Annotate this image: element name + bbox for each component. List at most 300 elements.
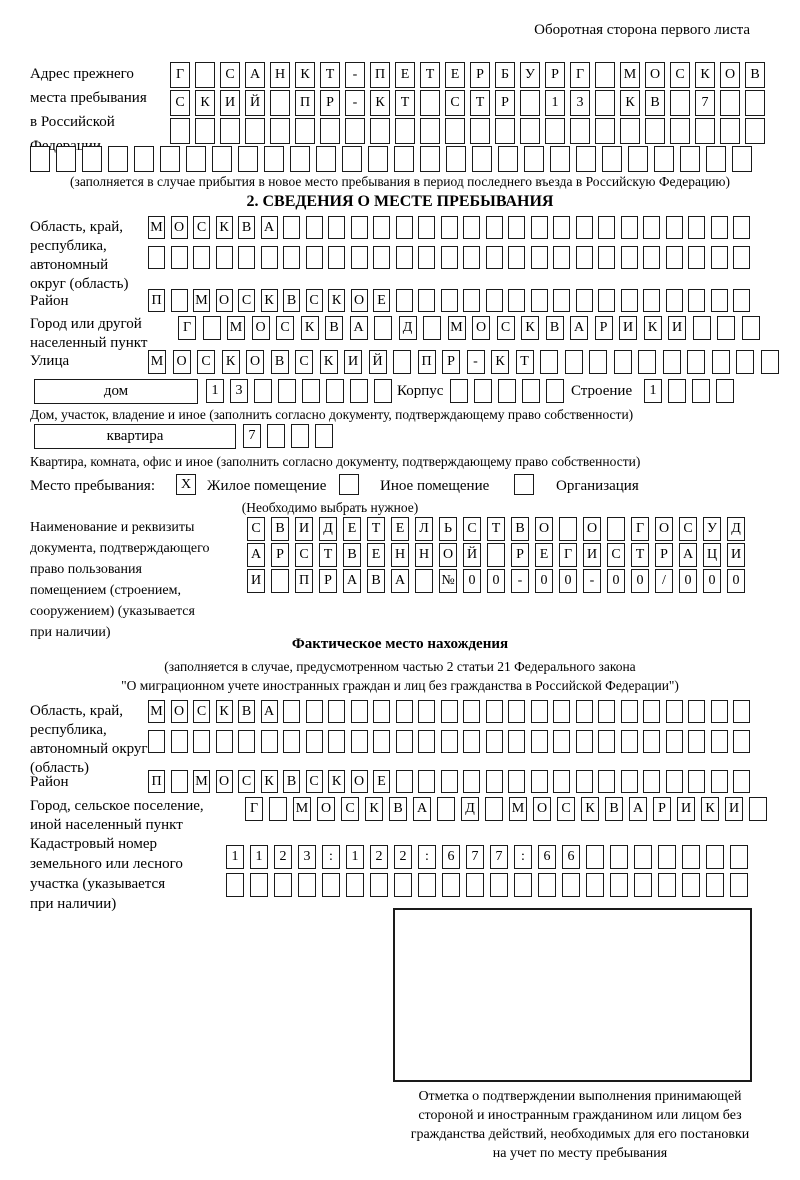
- char-cell[interactable]: К: [261, 770, 278, 793]
- char-cell[interactable]: [643, 700, 660, 723]
- char-cell[interactable]: [486, 770, 503, 793]
- char-cell[interactable]: [687, 350, 705, 374]
- char-cell[interactable]: Р: [495, 90, 515, 116]
- char-cell[interactable]: [666, 730, 683, 753]
- char-cell[interactable]: [396, 246, 413, 269]
- char-cell[interactable]: К: [491, 350, 509, 374]
- char-cell[interactable]: [415, 569, 433, 593]
- char-cell[interactable]: [254, 379, 272, 403]
- char-cell[interactable]: [171, 730, 188, 753]
- char-cell[interactable]: [274, 873, 292, 897]
- char-cell[interactable]: И: [583, 543, 601, 567]
- char-cell[interactable]: [733, 770, 750, 793]
- char-cell[interactable]: [620, 118, 640, 144]
- char-cell[interactable]: [621, 770, 638, 793]
- char-cell[interactable]: [418, 700, 435, 723]
- char-cell[interactable]: А: [629, 797, 647, 821]
- char-cell[interactable]: [270, 90, 290, 116]
- char-cell[interactable]: [598, 730, 615, 753]
- char-cell[interactable]: 0: [607, 569, 625, 593]
- char-cell[interactable]: С: [276, 316, 294, 340]
- char-cell[interactable]: [638, 350, 656, 374]
- checkbox-organizatsiya[interactable]: [514, 474, 534, 495]
- char-cell[interactable]: [171, 770, 188, 793]
- char-cell[interactable]: М: [148, 700, 165, 723]
- char-cell[interactable]: С: [193, 700, 210, 723]
- char-cell[interactable]: Р: [470, 62, 490, 88]
- char-cell[interactable]: П: [295, 569, 313, 593]
- char-cell[interactable]: [316, 146, 336, 172]
- char-cell[interactable]: [693, 316, 711, 340]
- char-cell[interactable]: [134, 146, 154, 172]
- char-cell[interactable]: О: [439, 543, 457, 567]
- char-cell[interactable]: Н: [391, 543, 409, 567]
- char-cell[interactable]: [688, 216, 705, 239]
- char-cell[interactable]: [595, 62, 615, 88]
- char-cell[interactable]: К: [222, 350, 240, 374]
- char-cell[interactable]: [598, 289, 615, 312]
- char-cell[interactable]: [466, 873, 484, 897]
- char-cell[interactable]: [562, 873, 580, 897]
- char-cell[interactable]: [654, 146, 674, 172]
- char-cell[interactable]: Н: [270, 62, 290, 88]
- char-cell[interactable]: К: [620, 90, 640, 116]
- char-cell[interactable]: :: [418, 845, 436, 869]
- char-cell[interactable]: П: [148, 770, 165, 793]
- char-cell[interactable]: [720, 90, 740, 116]
- char-cell[interactable]: [270, 118, 290, 144]
- char-cell[interactable]: Т: [320, 62, 340, 88]
- char-cell[interactable]: В: [283, 289, 300, 312]
- char-cell[interactable]: [394, 873, 412, 897]
- char-cell[interactable]: [450, 379, 468, 403]
- char-cell[interactable]: [598, 216, 615, 239]
- char-cell[interactable]: [508, 730, 525, 753]
- char-cell[interactable]: 0: [679, 569, 697, 593]
- char-cell[interactable]: [326, 379, 344, 403]
- char-cell[interactable]: [531, 216, 548, 239]
- char-cell[interactable]: Д: [399, 316, 417, 340]
- char-cell[interactable]: [733, 700, 750, 723]
- char-cell[interactable]: 2: [394, 845, 412, 869]
- char-cell[interactable]: А: [261, 216, 278, 239]
- char-cell[interactable]: К: [295, 62, 315, 88]
- char-cell[interactable]: [350, 379, 368, 403]
- char-cell[interactable]: [531, 700, 548, 723]
- char-cell[interactable]: С: [670, 62, 690, 88]
- char-cell[interactable]: О: [173, 350, 191, 374]
- char-cell[interactable]: А: [247, 543, 265, 567]
- char-cell[interactable]: [306, 730, 323, 753]
- char-cell[interactable]: [302, 379, 320, 403]
- char-cell[interactable]: :: [322, 845, 340, 869]
- char-cell[interactable]: [463, 700, 480, 723]
- char-cell[interactable]: О: [351, 289, 368, 312]
- char-cell[interactable]: К: [328, 770, 345, 793]
- char-cell[interactable]: [463, 289, 480, 312]
- char-cell[interactable]: [328, 700, 345, 723]
- char-cell[interactable]: В: [511, 517, 529, 541]
- char-cell[interactable]: О: [171, 700, 188, 723]
- char-cell[interactable]: Г: [170, 62, 190, 88]
- char-cell[interactable]: 0: [535, 569, 553, 593]
- char-cell[interactable]: [531, 289, 548, 312]
- char-cell[interactable]: В: [367, 569, 385, 593]
- char-cell[interactable]: [595, 118, 615, 144]
- char-cell[interactable]: [736, 350, 754, 374]
- char-cell[interactable]: [486, 730, 503, 753]
- char-cell[interactable]: [342, 146, 362, 172]
- char-cell[interactable]: [531, 246, 548, 269]
- char-cell[interactable]: Н: [415, 543, 433, 567]
- char-cell[interactable]: А: [343, 569, 361, 593]
- char-cell[interactable]: [445, 118, 465, 144]
- char-cell[interactable]: 2: [274, 845, 292, 869]
- char-cell[interactable]: [418, 289, 435, 312]
- char-cell[interactable]: [30, 146, 50, 172]
- char-cell[interactable]: М: [148, 350, 166, 374]
- char-cell[interactable]: [346, 873, 364, 897]
- char-cell[interactable]: [463, 730, 480, 753]
- char-cell[interactable]: [370, 118, 390, 144]
- char-cell[interactable]: [351, 730, 368, 753]
- char-cell[interactable]: Р: [319, 569, 337, 593]
- char-cell[interactable]: [668, 379, 686, 403]
- char-cell[interactable]: О: [583, 517, 601, 541]
- char-cell[interactable]: 7: [490, 845, 508, 869]
- char-cell[interactable]: [553, 289, 570, 312]
- char-cell[interactable]: К: [216, 216, 233, 239]
- char-cell[interactable]: 6: [538, 845, 556, 869]
- char-cell[interactable]: Г: [559, 543, 577, 567]
- char-cell[interactable]: С: [220, 62, 240, 88]
- char-cell[interactable]: [328, 730, 345, 753]
- char-cell[interactable]: Е: [535, 543, 553, 567]
- char-cell[interactable]: [396, 770, 413, 793]
- char-cell[interactable]: С: [445, 90, 465, 116]
- char-cell[interactable]: К: [701, 797, 719, 821]
- char-cell[interactable]: И: [677, 797, 695, 821]
- char-cell[interactable]: [306, 700, 323, 723]
- char-cell[interactable]: :: [514, 845, 532, 869]
- char-cell[interactable]: [576, 730, 593, 753]
- char-cell[interactable]: [322, 873, 340, 897]
- char-cell[interactable]: К: [695, 62, 715, 88]
- char-cell[interactable]: В: [238, 700, 255, 723]
- char-cell[interactable]: [621, 289, 638, 312]
- char-cell[interactable]: Б: [495, 62, 515, 88]
- char-cell[interactable]: С: [238, 770, 255, 793]
- char-cell[interactable]: [531, 730, 548, 753]
- char-cell[interactable]: [508, 246, 525, 269]
- char-cell[interactable]: [238, 246, 255, 269]
- char-cell[interactable]: [706, 845, 724, 869]
- char-cell[interactable]: [463, 246, 480, 269]
- char-cell[interactable]: [565, 350, 583, 374]
- char-cell[interactable]: Л: [415, 517, 433, 541]
- char-cell[interactable]: [550, 146, 570, 172]
- char-cell[interactable]: [395, 118, 415, 144]
- char-cell[interactable]: [559, 517, 577, 541]
- char-cell[interactable]: [663, 350, 681, 374]
- char-cell[interactable]: [749, 797, 767, 821]
- char-cell[interactable]: [283, 700, 300, 723]
- char-cell[interactable]: [598, 700, 615, 723]
- char-cell[interactable]: [508, 770, 525, 793]
- char-cell[interactable]: [351, 216, 368, 239]
- char-cell[interactable]: [610, 873, 628, 897]
- char-cell[interactable]: [508, 289, 525, 312]
- char-cell[interactable]: [658, 873, 676, 897]
- char-cell[interactable]: [645, 118, 665, 144]
- char-cell[interactable]: [522, 379, 540, 403]
- char-cell[interactable]: [742, 316, 760, 340]
- char-cell[interactable]: [396, 289, 413, 312]
- char-cell[interactable]: [267, 424, 285, 448]
- char-cell[interactable]: К: [370, 90, 390, 116]
- char-cell[interactable]: [370, 873, 388, 897]
- char-cell[interactable]: Д: [319, 517, 337, 541]
- char-cell[interactable]: [621, 216, 638, 239]
- char-cell[interactable]: [730, 845, 748, 869]
- char-cell[interactable]: [730, 873, 748, 897]
- char-cell[interactable]: [732, 146, 752, 172]
- char-cell[interactable]: [271, 569, 289, 593]
- char-cell[interactable]: [658, 845, 676, 869]
- char-cell[interactable]: 7: [243, 424, 261, 448]
- char-cell[interactable]: [711, 216, 728, 239]
- char-cell[interactable]: [706, 873, 724, 897]
- char-cell[interactable]: [193, 246, 210, 269]
- char-cell[interactable]: [269, 797, 287, 821]
- char-cell[interactable]: С: [247, 517, 265, 541]
- char-cell[interactable]: О: [317, 797, 335, 821]
- char-cell[interactable]: [508, 216, 525, 239]
- char-cell[interactable]: К: [195, 90, 215, 116]
- char-cell[interactable]: [485, 797, 503, 821]
- char-cell[interactable]: [711, 770, 728, 793]
- char-cell[interactable]: [486, 289, 503, 312]
- char-cell[interactable]: [368, 146, 388, 172]
- char-cell[interactable]: Р: [442, 350, 460, 374]
- char-cell[interactable]: [745, 118, 765, 144]
- char-cell[interactable]: [711, 730, 728, 753]
- char-cell[interactable]: О: [246, 350, 264, 374]
- char-cell[interactable]: [245, 118, 265, 144]
- char-cell[interactable]: [212, 146, 232, 172]
- char-cell[interactable]: [394, 146, 414, 172]
- char-cell[interactable]: [264, 146, 284, 172]
- char-cell[interactable]: [621, 700, 638, 723]
- char-cell[interactable]: 0: [703, 569, 721, 593]
- char-cell[interactable]: О: [216, 770, 233, 793]
- char-cell[interactable]: [538, 873, 556, 897]
- char-cell[interactable]: [220, 118, 240, 144]
- char-cell[interactable]: [688, 770, 705, 793]
- char-cell[interactable]: [315, 424, 333, 448]
- char-cell[interactable]: Е: [395, 62, 415, 88]
- char-cell[interactable]: 1: [644, 379, 662, 403]
- char-cell[interactable]: [306, 216, 323, 239]
- char-cell[interactable]: [733, 289, 750, 312]
- char-cell[interactable]: А: [245, 62, 265, 88]
- char-cell[interactable]: [418, 246, 435, 269]
- char-cell[interactable]: Р: [595, 316, 613, 340]
- char-cell[interactable]: [170, 118, 190, 144]
- char-cell[interactable]: /: [655, 569, 673, 593]
- char-cell[interactable]: 3: [230, 379, 248, 403]
- char-cell[interactable]: [283, 730, 300, 753]
- char-cell[interactable]: [688, 700, 705, 723]
- char-cell[interactable]: [420, 118, 440, 144]
- char-cell[interactable]: К: [581, 797, 599, 821]
- char-cell[interactable]: [216, 246, 233, 269]
- char-cell[interactable]: [148, 730, 165, 753]
- char-cell[interactable]: М: [509, 797, 527, 821]
- char-cell[interactable]: [374, 316, 392, 340]
- char-cell[interactable]: [374, 379, 392, 403]
- char-cell[interactable]: [171, 289, 188, 312]
- char-cell[interactable]: И: [619, 316, 637, 340]
- char-cell[interactable]: [195, 62, 215, 88]
- char-cell[interactable]: [733, 730, 750, 753]
- char-cell[interactable]: Т: [516, 350, 534, 374]
- char-cell[interactable]: [643, 289, 660, 312]
- char-cell[interactable]: А: [570, 316, 588, 340]
- char-cell[interactable]: О: [655, 517, 673, 541]
- char-cell[interactable]: [470, 118, 490, 144]
- char-cell[interactable]: [692, 379, 710, 403]
- char-cell[interactable]: Г: [570, 62, 590, 88]
- char-cell[interactable]: В: [645, 90, 665, 116]
- char-cell[interactable]: [108, 146, 128, 172]
- char-cell[interactable]: Е: [373, 770, 390, 793]
- char-cell[interactable]: [716, 379, 734, 403]
- char-cell[interactable]: [193, 730, 210, 753]
- char-cell[interactable]: Р: [271, 543, 289, 567]
- char-cell[interactable]: С: [463, 517, 481, 541]
- char-cell[interactable]: 1: [226, 845, 244, 869]
- char-cell[interactable]: -: [583, 569, 601, 593]
- char-cell[interactable]: О: [720, 62, 740, 88]
- char-cell[interactable]: [441, 216, 458, 239]
- char-cell[interactable]: В: [546, 316, 564, 340]
- stamp-box[interactable]: [393, 908, 752, 1082]
- char-cell[interactable]: [418, 873, 436, 897]
- char-cell[interactable]: Т: [395, 90, 415, 116]
- char-cell[interactable]: С: [238, 289, 255, 312]
- char-cell[interactable]: [160, 146, 180, 172]
- char-cell[interactable]: Р: [653, 797, 671, 821]
- char-cell[interactable]: [418, 730, 435, 753]
- char-cell[interactable]: О: [645, 62, 665, 88]
- char-cell[interactable]: [498, 146, 518, 172]
- char-cell[interactable]: [666, 289, 683, 312]
- char-cell[interactable]: [446, 146, 466, 172]
- char-cell[interactable]: О: [351, 770, 368, 793]
- char-cell[interactable]: [680, 146, 700, 172]
- char-cell[interactable]: Р: [655, 543, 673, 567]
- char-cell[interactable]: И: [725, 797, 743, 821]
- char-cell[interactable]: [238, 730, 255, 753]
- char-cell[interactable]: [733, 216, 750, 239]
- char-cell[interactable]: [553, 700, 570, 723]
- char-cell[interactable]: К: [320, 350, 338, 374]
- char-cell[interactable]: [576, 289, 593, 312]
- char-cell[interactable]: А: [261, 700, 278, 723]
- char-cell[interactable]: [283, 216, 300, 239]
- char-cell[interactable]: [688, 246, 705, 269]
- char-cell[interactable]: Т: [319, 543, 337, 567]
- char-cell[interactable]: Д: [727, 517, 745, 541]
- char-cell[interactable]: М: [227, 316, 245, 340]
- char-cell[interactable]: С: [557, 797, 575, 821]
- char-cell[interactable]: [589, 350, 607, 374]
- char-cell[interactable]: М: [620, 62, 640, 88]
- char-cell[interactable]: В: [343, 543, 361, 567]
- char-cell[interactable]: Т: [420, 62, 440, 88]
- char-cell[interactable]: [298, 873, 316, 897]
- char-cell[interactable]: [695, 118, 715, 144]
- char-cell[interactable]: [490, 873, 508, 897]
- char-cell[interactable]: К: [216, 700, 233, 723]
- char-cell[interactable]: [441, 730, 458, 753]
- char-cell[interactable]: [586, 873, 604, 897]
- char-cell[interactable]: В: [271, 350, 289, 374]
- char-cell[interactable]: [643, 216, 660, 239]
- char-cell[interactable]: М: [448, 316, 466, 340]
- char-cell[interactable]: [607, 517, 625, 541]
- char-cell[interactable]: С: [497, 316, 515, 340]
- char-cell[interactable]: №: [439, 569, 457, 593]
- char-cell[interactable]: Г: [178, 316, 196, 340]
- char-cell[interactable]: С: [341, 797, 359, 821]
- char-cell[interactable]: [628, 146, 648, 172]
- char-cell[interactable]: Е: [373, 289, 390, 312]
- char-cell[interactable]: [463, 770, 480, 793]
- char-cell[interactable]: 0: [463, 569, 481, 593]
- char-cell[interactable]: [688, 730, 705, 753]
- char-cell[interactable]: [546, 379, 564, 403]
- char-cell[interactable]: [486, 246, 503, 269]
- char-cell[interactable]: О: [533, 797, 551, 821]
- char-cell[interactable]: [666, 770, 683, 793]
- char-cell[interactable]: [186, 146, 206, 172]
- char-cell[interactable]: [437, 797, 455, 821]
- char-cell[interactable]: Й: [369, 350, 387, 374]
- char-cell[interactable]: К: [261, 289, 278, 312]
- char-cell[interactable]: С: [679, 517, 697, 541]
- char-cell[interactable]: [733, 246, 750, 269]
- char-cell[interactable]: К: [644, 316, 662, 340]
- char-cell[interactable]: С: [197, 350, 215, 374]
- char-cell[interactable]: [643, 730, 660, 753]
- char-cell[interactable]: [666, 700, 683, 723]
- char-cell[interactable]: [351, 246, 368, 269]
- char-cell[interactable]: С: [193, 216, 210, 239]
- char-cell[interactable]: Е: [445, 62, 465, 88]
- char-cell[interactable]: [373, 700, 390, 723]
- char-cell[interactable]: [711, 246, 728, 269]
- char-cell[interactable]: С: [306, 289, 323, 312]
- char-cell[interactable]: [717, 316, 735, 340]
- char-cell[interactable]: [373, 216, 390, 239]
- char-cell[interactable]: [441, 289, 458, 312]
- char-cell[interactable]: О: [171, 216, 188, 239]
- char-cell[interactable]: Т: [367, 517, 385, 541]
- char-cell[interactable]: [250, 873, 268, 897]
- char-cell[interactable]: [682, 845, 700, 869]
